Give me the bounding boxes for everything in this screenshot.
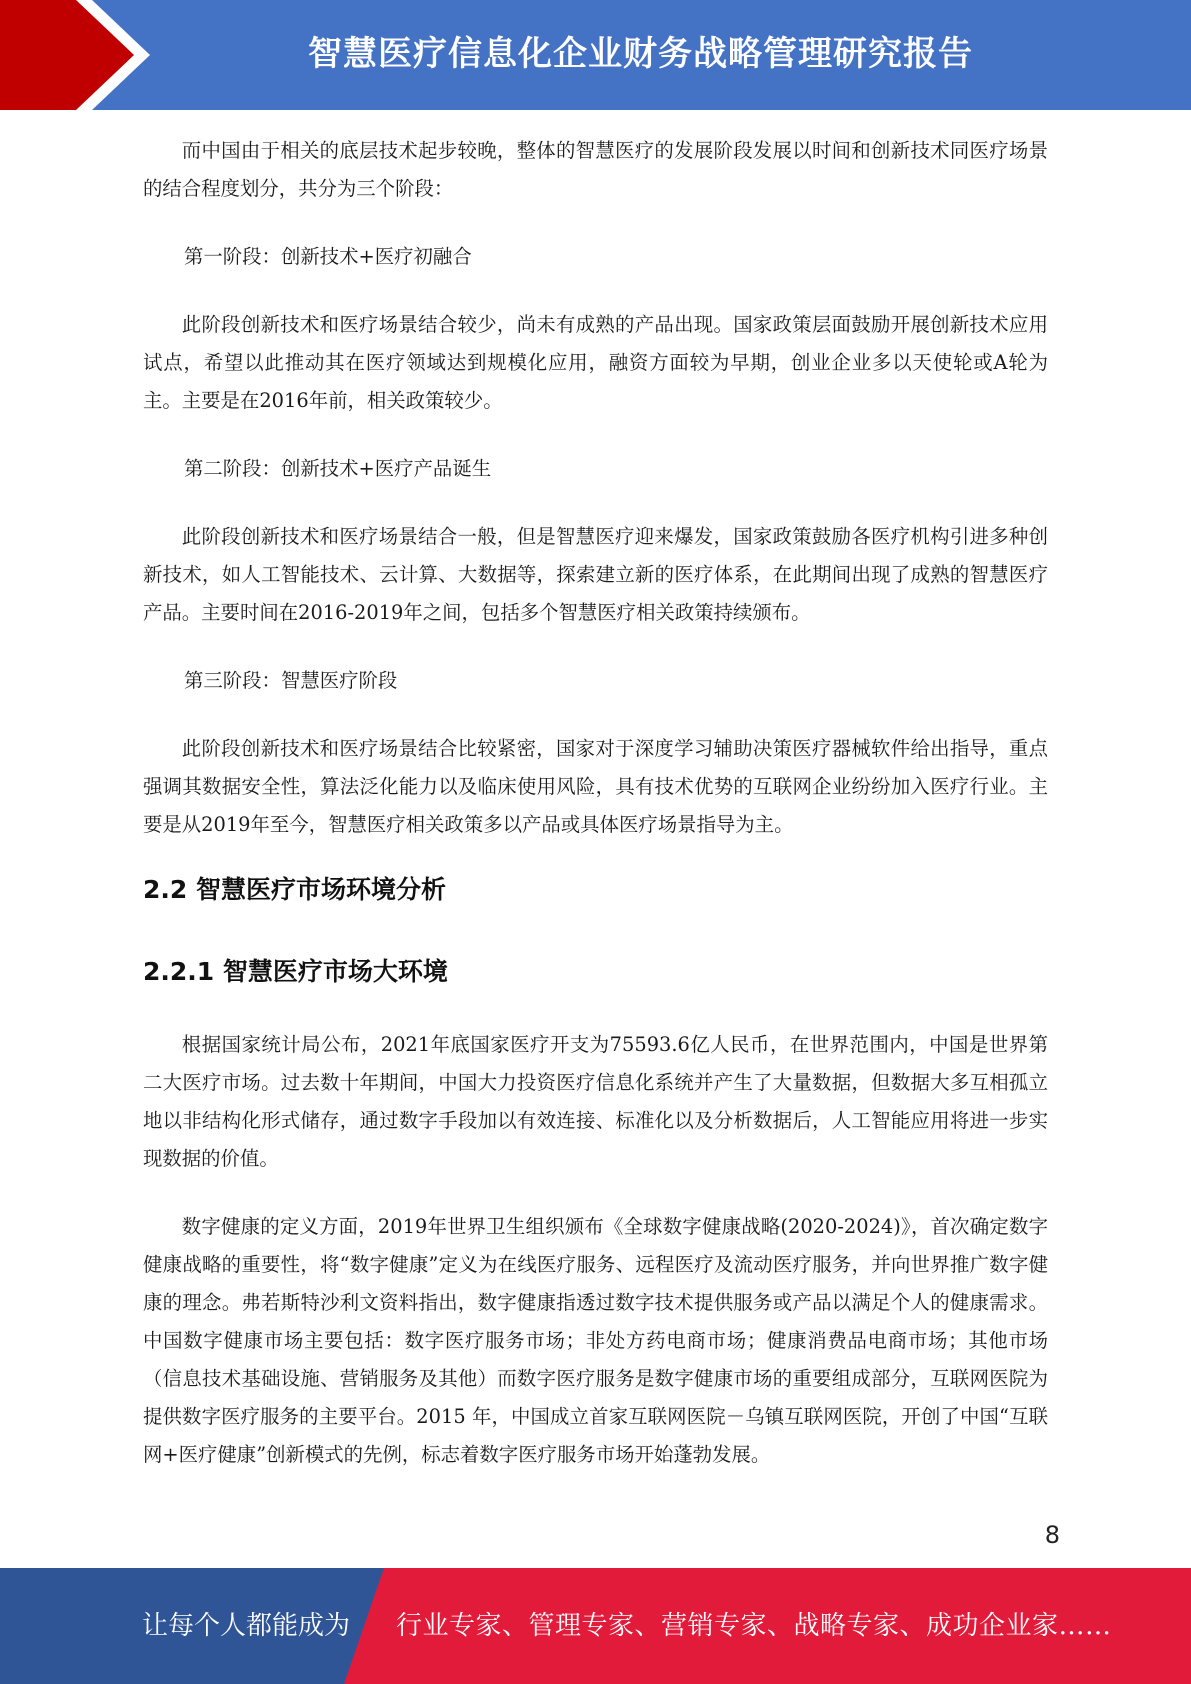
market-paragraph: 根据国家统计局公布，2021年底国家医疗开支为75593.6亿人民币，在世界范围内，中国是世界第二大医疗市场。过去数十年期间，中国大力投资医疗信息化系统并产生了大量数据，但数据大多互相孤立地以非结构化形式储存，通过数字手段加以有效连接、标准化以及分析数据后，人工智能应用将进一步实现数据的价值。: [143, 1033, 1048, 1170]
stage-1-title: 第一阶段：创新技术+医疗初融合: [184, 245, 472, 268]
section-heading-2-2: 2.2 智慧医疗市场环境分析: [143, 875, 446, 904]
page-footer: [0, 1568, 1191, 1684]
page-number: 8: [1044, 1521, 1060, 1549]
stage-3-title: 第三阶段：智慧医疗阶段: [184, 669, 398, 692]
section-heading-2-2-1: 2.2.1 智慧医疗市场大环境: [143, 957, 448, 986]
page-content: [143, 132, 1048, 1474]
stage-2-title: 第二阶段：创新技术+医疗产品诞生: [184, 457, 492, 480]
footer-slogan-right: 行业专家、管理专家、营销专家、战略专家、成功企业家……: [396, 1611, 1112, 1641]
stage-3-paragraph: 此阶段创新技术和医疗场景结合比较紧密，国家对于深度学习辅助决策医疗器械软件给出指导，重点强调其数据安全性，算法泛化能力以及临床使用风险，具有技术优势的互联网企业纷纷加入医疗行业。主要是从2019年至今，智慧医疗相关政策多以产品或具体医疗场景指导为主。: [143, 737, 1048, 836]
footer-slogan-left: 让每个人都能成为: [142, 1611, 351, 1641]
digital-health-paragraph: 数字健康的定义方面，2019年世界卫生组织颁布《全球数字健康战略(2020-2024)》，首次确定数字健康战略的重要性，将“数字健康”定义为在线医疗服务、远程医疗及流动医疗服务，并向世界推广数字健康的理念。弗若斯特沙利文资料指出，数字健康指透过数字技术提供服务或产品以满足个人的健康需求。中国数字健康市场主要包括：数字医疗服务市场；非处方药电商市场；健康消费品电商市场；其他市场（信息技术基础设施、营销服务及其他）而数字医疗服务是数字健康市场的重要组成部分，互联网医院为提供数字医疗服务的主要平台。2015 年，中国成立首家互联网医院－乌镇互联网医院，开创了中国“互联网+医疗健康”创新模式的先例，标志着数字医疗服务市场开始蓬勃发展。: [143, 1215, 1048, 1466]
intro-paragraph: 而中国由于相关的底层技术起步较晚，整体的智慧医疗的发展阶段发展以时间和创新技术同医疗场景的结合程度划分，共分为三个阶段：: [143, 139, 1048, 200]
stage-1-paragraph: 此阶段创新技术和医疗场景结合较少，尚未有成熟的产品出现。国家政策层面鼓励开展创新技术应用试点，希望以此推动其在医疗领域达到规模化应用，融资方面较为早期，创业企业多以天使轮或A轮为主。主要是在2016年前，相关政策较少。: [143, 313, 1048, 412]
report-title: 智慧医疗信息化企业财务战略管理研究报告: [308, 34, 973, 74]
stage-2-paragraph: 此阶段创新技术和医疗场景结合一般，但是智慧医疗迎来爆发，国家政策鼓励各医疗机构引进多种创新技术，如人工智能技术、云计算、大数据等，探索建立新的医疗体系，在此期间出现了成熟的智慧医疗产品。主要时间在2016-2019年之间，包括多个智慧医疗相关政策持续颁布。: [143, 525, 1048, 624]
page-header: [0, 0, 1191, 110]
